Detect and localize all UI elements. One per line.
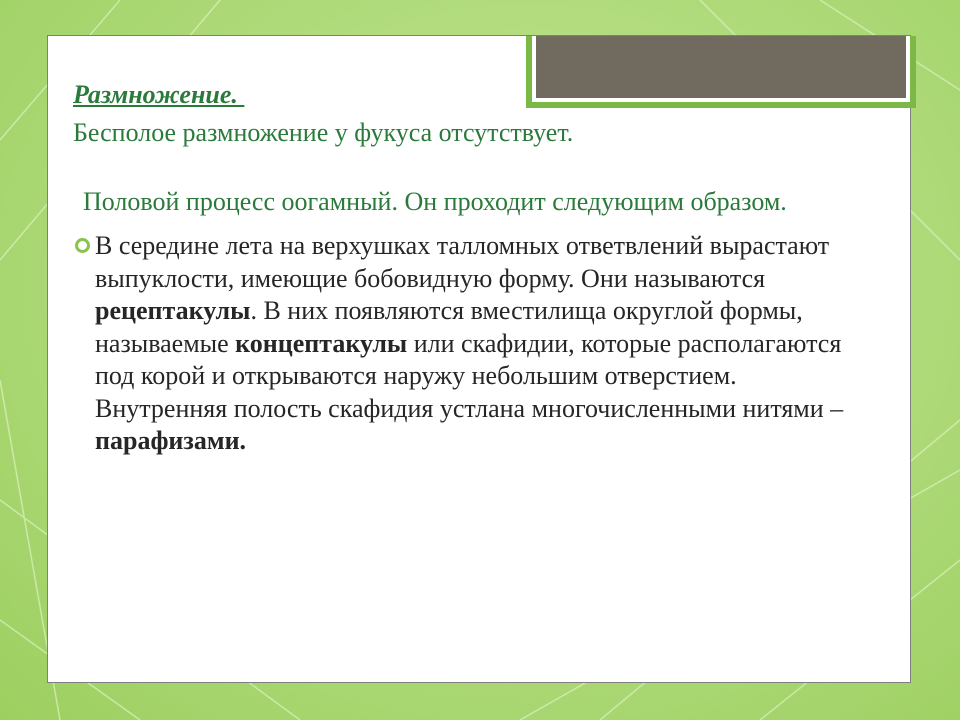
term-conceptacles: концептакулы: [235, 328, 408, 358]
paragraph-asexual: Бесполое размножение у фукуса отсутствует.: [73, 118, 574, 147]
paragraph-sexual-process: Половой процесс оогамный. Он проходит следующим образом.: [83, 187, 787, 216]
term-receptacles: рецептакулы: [95, 296, 251, 325]
bullet-item: [73, 230, 873, 458]
bullet-text: [73, 230, 873, 458]
slide-content: [73, 78, 893, 458]
bullet-text-part-3: или скафидии, которые располагаются под корой и открываются наружу небольшим отверстием. Внутренняя полость скафидия устлана многочисленными нитями –: [95, 328, 844, 423]
ring-bullet-icon: [75, 238, 90, 253]
bullet-text-part-2: . В них появляются вместилища округлой формы, называемые: [95, 296, 803, 358]
section-heading: Размножение.: [73, 80, 245, 109]
bullet-text-part-1: В середине лета на верхушках талломных ответвлений вырастают выпуклости, имеющие бобовидную форму. Они называются: [95, 231, 830, 293]
term-paraphyses: парафизами.: [95, 426, 247, 455]
